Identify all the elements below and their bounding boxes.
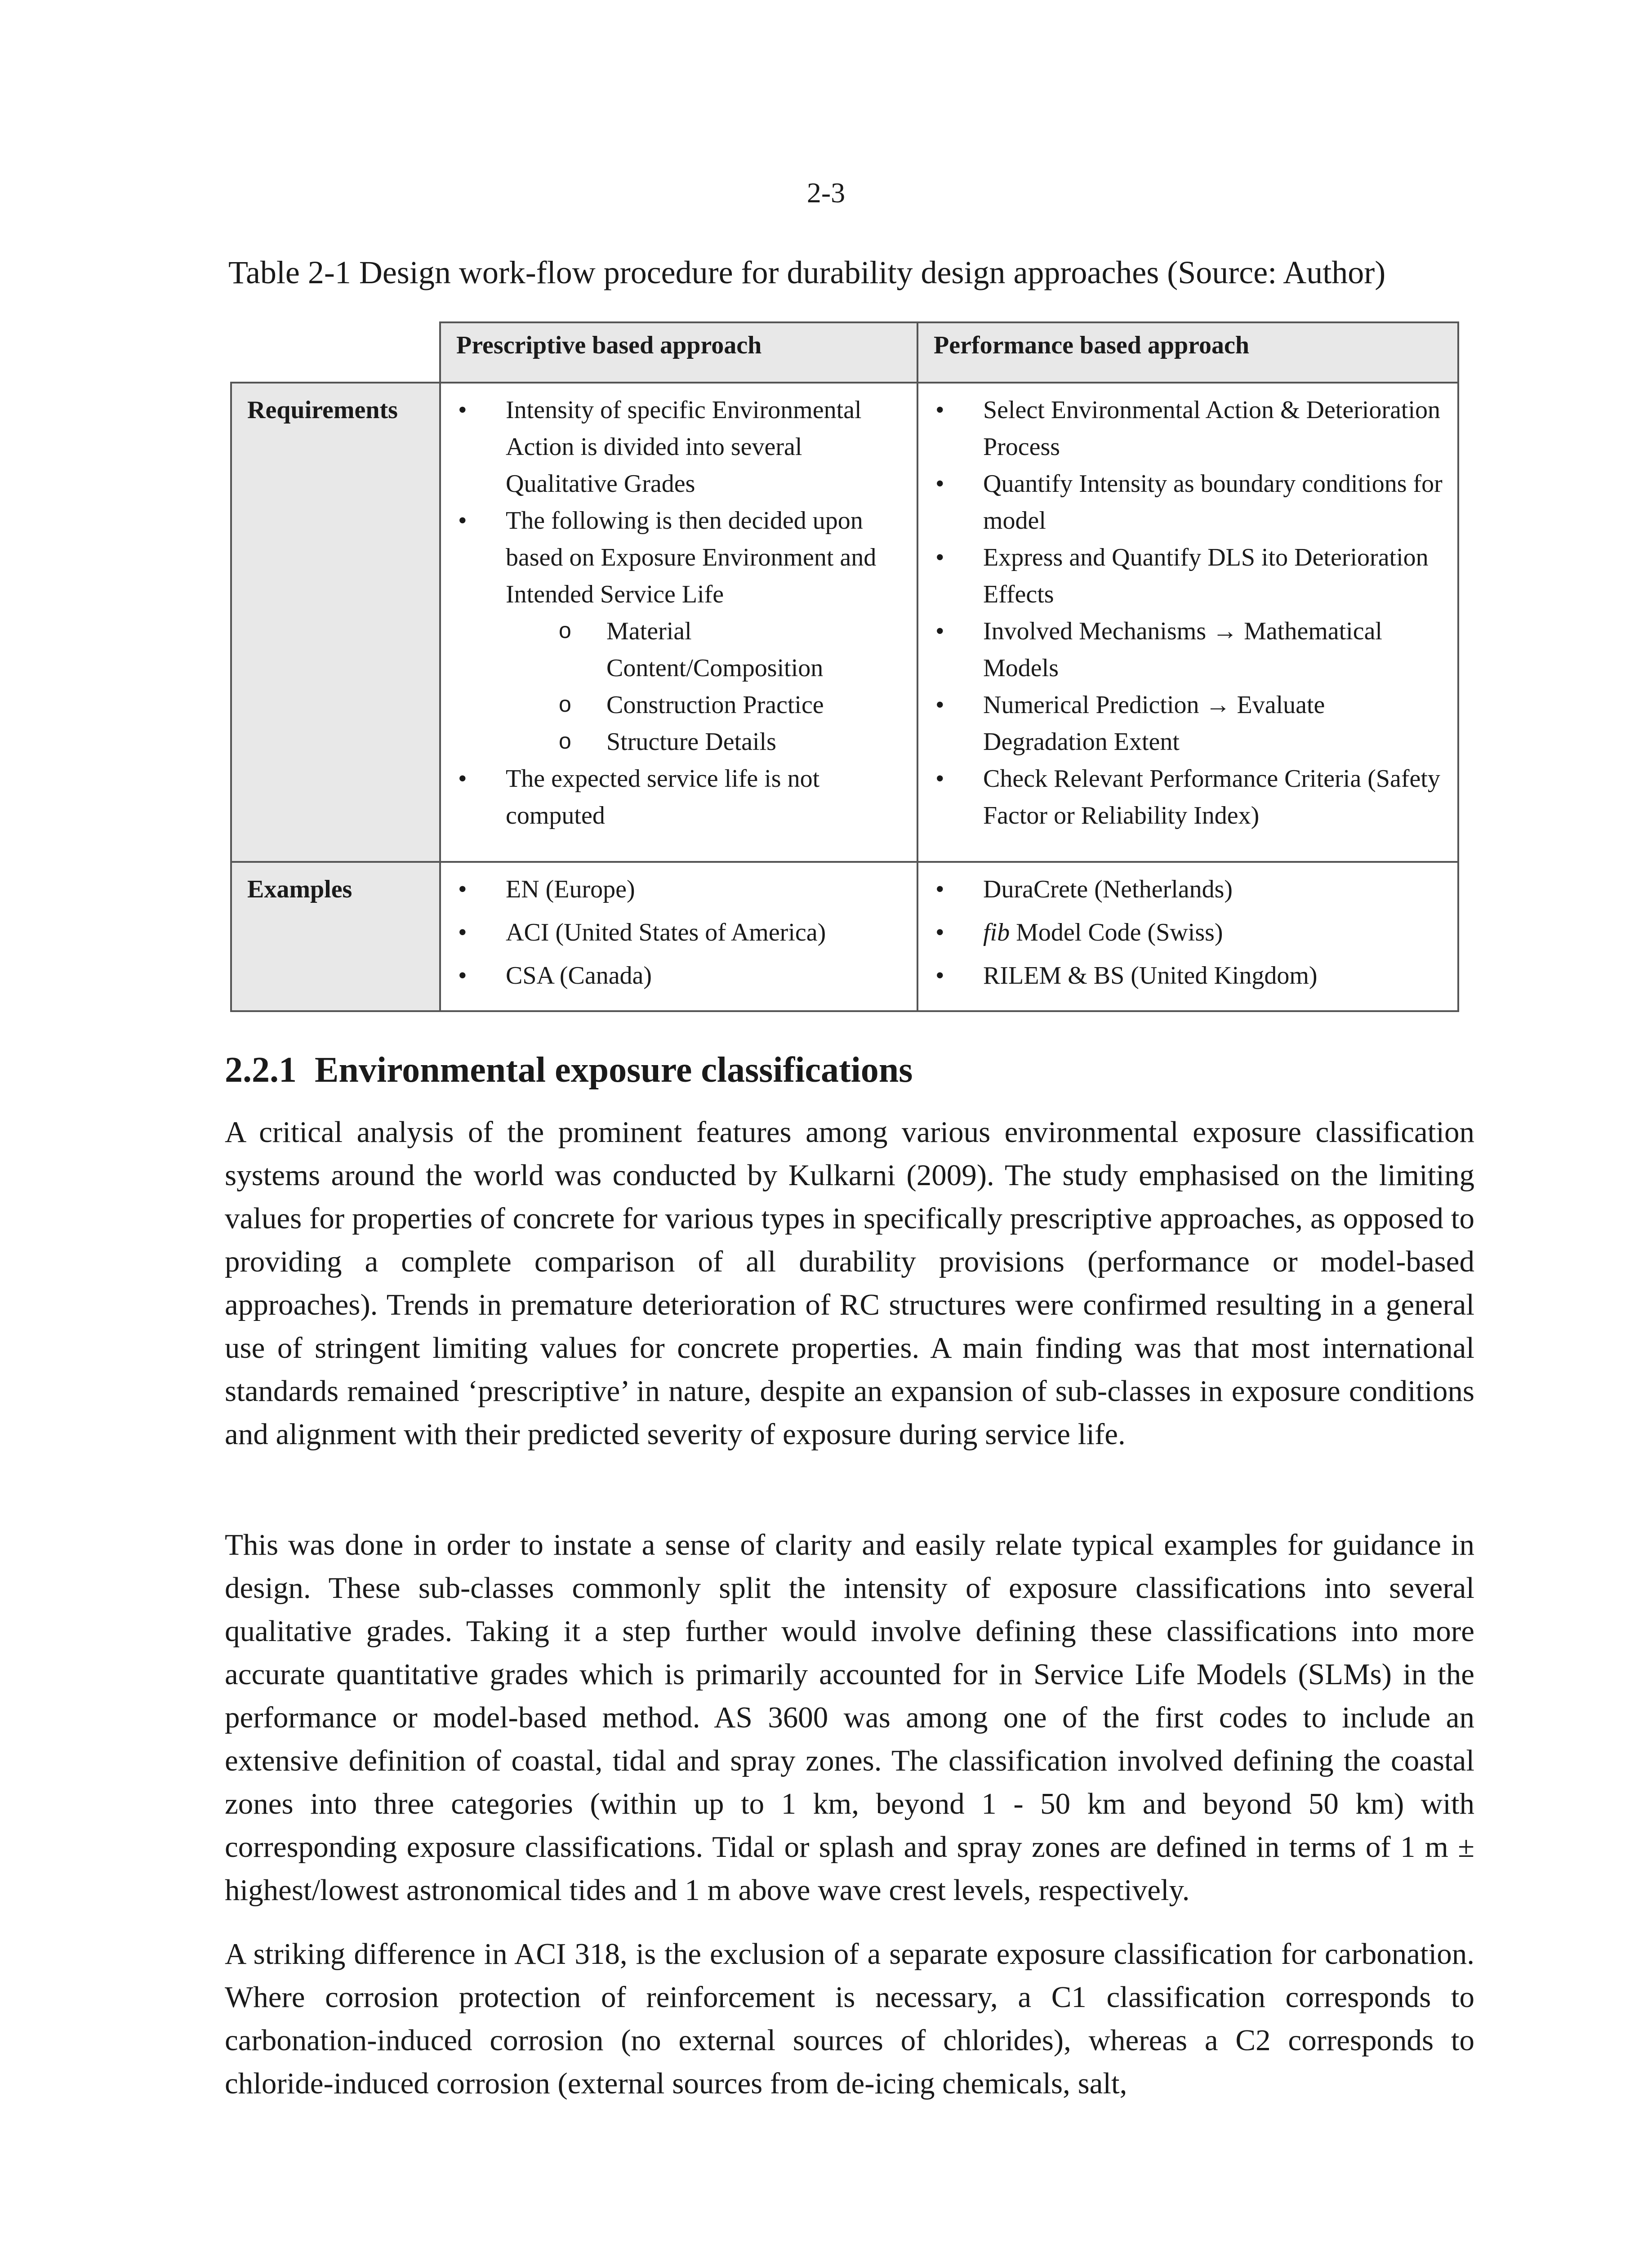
section-heading	[225, 1050, 913, 1091]
list-item: • Intensity of specific Environmental Action is divided into several Qualitative Grades	[450, 392, 908, 502]
list-item: • The following is then decided upon based on Exposure Environment and Intended Service Life o Material Content/Composition o Construction Practice o Structure Details	[450, 502, 908, 760]
list-item: • Express and Quantify DLS ito Deterioration Effects	[927, 539, 1448, 613]
section-number: 2.2.1	[225, 1050, 297, 1090]
list-item: • Quantify Intensity as boundary conditions for model	[927, 465, 1448, 539]
row-header-requirements: Requirements	[231, 383, 440, 862]
list-item: • CSA (Canada)	[450, 957, 908, 994]
sub-list-item: o Construction Practice	[506, 687, 908, 723]
table-header-row	[231, 322, 1458, 383]
list-item: • DuraCrete (Netherlands)	[927, 871, 1448, 908]
sub-list-item: o Material Content/Composition	[506, 613, 908, 687]
list-item: • Select Environmental Action & Deterioration Process	[927, 392, 1448, 465]
list-item: • Check Relevant Performance Criteria (Safety Factor or Reliability Index)	[927, 760, 1448, 834]
paragraph: A critical analysis of the prominent features among various environmental exposure classification systems around the world was conducted by Kulkarni (2009). The study emphasised on the limiting values for properties of concrete for various types in specifically prescriptive approaches, as opposed to providing a complete comparison of all durability provisions (performance or model-based approaches). Trends in premature deterioration of RC structures were confirmed resulting in a general use of stringent limiting values for concrete properties. A main finding was that most international standards remained ‘prescriptive’ in nature, despite an expansion of sub-classes in exposure conditions and alignment with their predicted severity of exposure during service life.	[225, 1115, 1474, 1451]
list-item: • Involved Mechanisms → Mathematical Models	[927, 613, 1448, 687]
table-corner-cell	[231, 322, 440, 383]
list-item: • EN (Europe)	[450, 871, 908, 908]
sub-list-item: o Structure Details	[506, 723, 908, 760]
column-header-performance: Performance based approach	[917, 322, 1458, 383]
paragraph: This was done in order to instate a sense of clarity and easily relate typical examples for guidance in design. These sub-classes commonly split the intensity of exposure classifications into several qualitative grades. Taking it a step further would involve defining these classifications into more accurate quantitative grades which is primarily accounted for in Service Life Models (SLMs) in the performance or model-based method. AS 3600 was among one of the first codes to include an extensive definition of coastal, tidal and spray zones. The classification involved defining the coastal zones into three categories (within up to 1 km, beyond 1 - 50 km and beyond 50 km) with corresponding exposure classifications. Tidal or splash and spray zones are defined in terms of 1 m ± highest/lowest astronomical tides and 1 m above wave crest levels, respectively.	[225, 1528, 1474, 1907]
list-item: • Numerical Prediction → Evaluate Degradation Extent	[927, 687, 1448, 760]
list-item: • ACI (United States of America)	[450, 914, 908, 951]
list-item: • RILEM & BS (United Kingdom)	[927, 957, 1448, 994]
table-row	[231, 862, 1458, 1011]
examples-performance-cell	[917, 862, 1458, 1011]
requirements-prescriptive-cell	[440, 383, 917, 862]
list-item: • The expected service life is not computed	[450, 760, 908, 834]
paragraph: A striking difference in ACI 318, is the exclusion of a separate exposure classification for carbonation. Where corrosion protection of reinforcement is necessary, a C1 classification corresponds to carbonation-induced corrosion (no external sources of chlorides), whereas a C2 corresponds to chloride-induced corrosion (external sources from de-icing chemicals, salt,	[225, 1937, 1474, 2100]
row-header-examples: Examples	[231, 862, 440, 1011]
list-item: • fib Model Code (Swiss)	[927, 914, 1448, 951]
durability-design-table	[230, 321, 1459, 1012]
column-header-prescriptive: Prescriptive based approach	[440, 322, 917, 383]
examples-prescriptive-cell	[440, 862, 917, 1011]
requirements-performance-cell	[917, 383, 1458, 862]
fib-italic: fib	[983, 919, 1010, 946]
section-title: Environmental exposure classifications	[315, 1050, 913, 1090]
table-row	[231, 383, 1458, 862]
page-number: 2-3	[806, 177, 846, 209]
table-caption: Table 2-1 Design work-flow procedure for durability design approaches (Source: Author)	[228, 254, 1386, 290]
